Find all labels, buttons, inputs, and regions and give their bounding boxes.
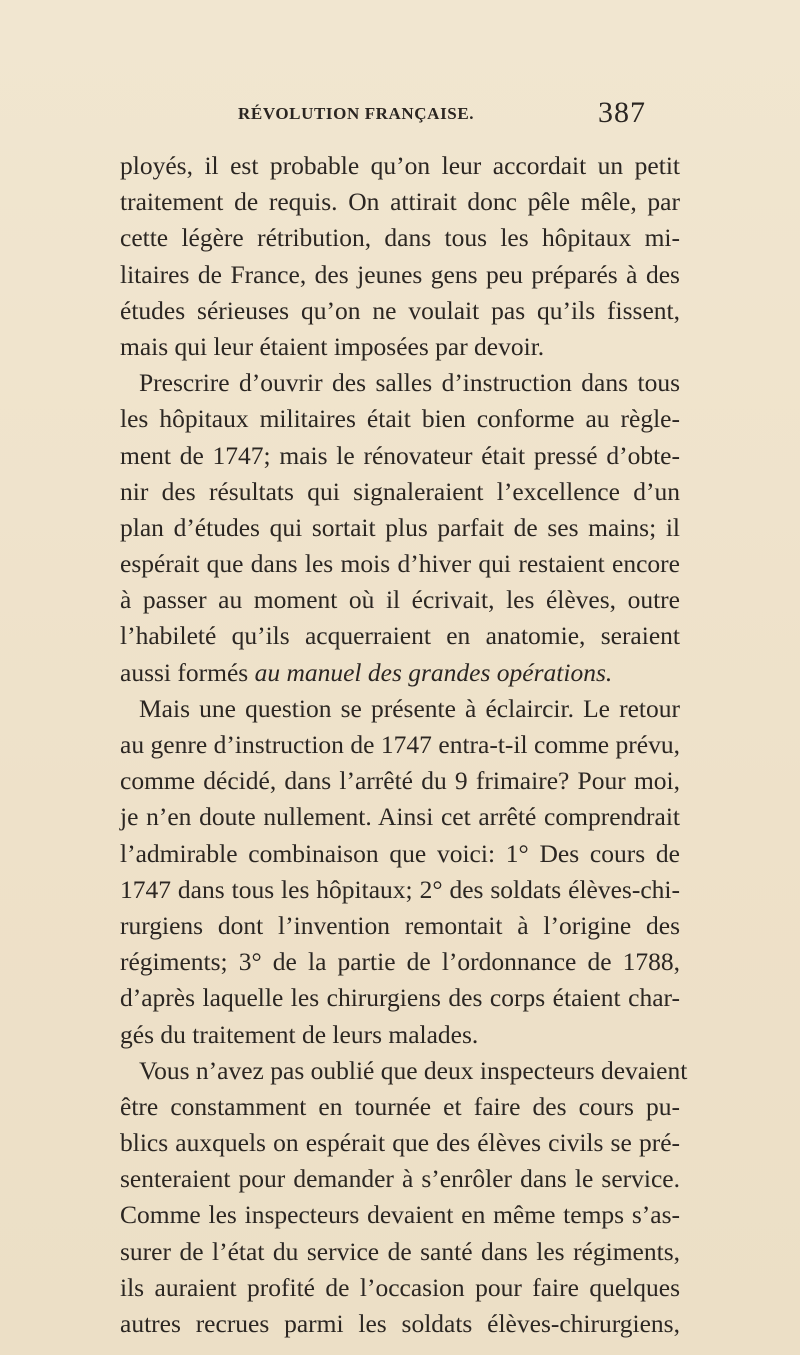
text-segment: aussi formés — [120, 657, 255, 687]
text-line: être constamment en tournée et faire des cours pu- — [120, 1091, 680, 1121]
text-line: senteraient pour demander à s’enrôler dans le service. — [120, 1164, 680, 1194]
text-line: d’après laquelle les chirurgiens des corps étaient char- — [120, 983, 680, 1013]
text-line: ils auraient profité de l’occasion pour faire quelques — [120, 1272, 680, 1302]
page-number: 387 — [598, 96, 646, 129]
text-line: 1747 dans tous les hôpitaux; 2° des soldats élèves-chi- — [120, 874, 680, 904]
italic-phrase: au manuel des grandes opérations. — [254, 657, 613, 687]
text-line: gés du traitement de leurs malades. — [120, 1019, 479, 1049]
text-line: litaires de France, des jeunes gens peu préparés à des — [120, 259, 680, 289]
text-line: rurgiens dont l’invention remontait à l’origine des — [120, 910, 680, 940]
text-line: au genre d’instruction de 1747 entra-t-il comme prévu, — [120, 730, 680, 759]
text-line: cette légère rétribution, dans tous les hôpitaux mi- — [120, 223, 680, 253]
running-head — [0, 98, 800, 138]
text-line: nir des résultats qui signaleraient l’excellence d’un — [120, 476, 680, 506]
text-line: ment de 1747; mais le rénovateur était pressé d’obte- — [120, 440, 680, 470]
text-line: traitement de requis. On attirait donc pêle mêle, par — [120, 187, 680, 217]
text-line: l’admirable combinaison que voici: 1° Des cours de — [120, 838, 680, 868]
text-line: études sérieuses qu’on ne voulait pas qu’ils fissent, — [120, 295, 680, 325]
text-line: surer de l’état du service de santé dans les régiments, — [120, 1236, 680, 1266]
text-line: les hôpitaux militaires était bien conforme au règle- — [120, 404, 680, 434]
text-line: Comme les inspecteurs devaient en même temps s’as- — [120, 1200, 680, 1230]
text-line: mais qui leur étaient imposées par devoir. — [120, 331, 545, 361]
text-line: ployés, il est probable qu’on leur accordait un petit — [120, 151, 680, 180]
text-line: comme décidé, dans l’arrêté du 9 frimaire? Pour moi, — [120, 766, 680, 796]
paragraph-start-line: Mais une question se présente à éclaircir. Le retour — [139, 693, 680, 723]
text-line: régiments; 3° de la partie de l’ordonnance de 1788, — [120, 947, 680, 977]
text-line: à passer au moment où il écrivait, les élèves, outre — [120, 585, 680, 615]
text-line: autres recrues parmi les soldats élèves-chirurgiens, — [120, 1309, 680, 1338]
text-line: l’habileté qu’ils acquerraient en anatomie, seraient — [120, 621, 680, 651]
text-line: plan d’études qui sortait plus parfait de ses mains; il — [120, 512, 680, 542]
text-line: je n’en doute nullement. Ainsi cet arrêté comprendrait — [120, 802, 680, 832]
running-title: RÉVOLUTION FRANÇAISE. — [238, 104, 475, 123]
body-text — [120, 148, 688, 1342]
text-line-with-italic — [120, 655, 680, 691]
paragraph-start-line: Prescrire d’ouvrir des salles d’instruction dans tous — [139, 368, 680, 398]
text-line: espérait que dans les mois d’hiver qui restaient encore — [120, 549, 680, 579]
paragraph-start-line: Vous n’avez pas oublié que deux inspecteurs devaient — [139, 1055, 688, 1085]
text-line: blics auxquels on espérait que des élèves civils se pré- — [120, 1128, 680, 1158]
